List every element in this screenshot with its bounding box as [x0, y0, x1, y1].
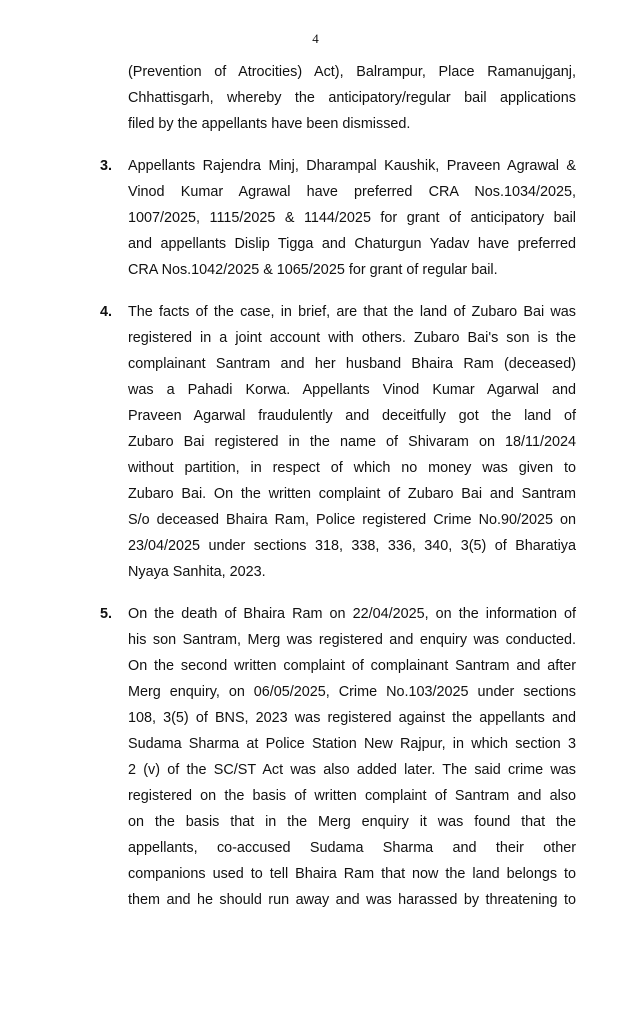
paragraph-line: 2 (v) of the SC/ST Act was also added later. The said crime was — [128, 762, 576, 778]
paragraph-line: Sudama Sharma at Police Station New Rajpur, in which section 3 — [128, 736, 576, 752]
paragraph-line: Praveen Agarwal fraudulently and deceitfully got the land of — [128, 408, 576, 424]
paragraph-line: them and he should run away and was harassed by threatening to — [128, 892, 576, 908]
paragraph-line: On the second written complaint of complainant Santram and after — [128, 658, 576, 674]
paragraph-line: Appellants Rajendra Minj, Dharampal Kaushik, Praveen Agrawal & — [128, 158, 576, 174]
paragraph-line: registered on the basis of written complaint of Santram and also — [128, 788, 576, 804]
intro-line: (Prevention of Atrocities) Act), Balrampur, Place Ramanujganj, — [128, 64, 576, 80]
paragraph-number: 3. — [100, 158, 113, 174]
paragraph-line: The facts of the case, in brief, are that the land of Zubaro Bai was — [128, 304, 576, 320]
paragraph-line: Vinod Kumar Agrawal have preferred CRA Nos.1034/2025, — [128, 184, 576, 200]
paragraph-line: 108, 3(5) of BNS, 2023 was registered against the appellants and — [128, 710, 576, 726]
paragraph-line: Zubaro Bai. On the written complaint of Zubaro Bai and Santram — [128, 486, 576, 502]
paragraph-line: complainant Santram and her husband Bhaira Ram (deceased) — [128, 356, 576, 372]
intro-line: filed by the appellants have been dismissed. — [128, 116, 411, 132]
paragraph-number: 5. — [100, 606, 113, 622]
page-number: 4 — [312, 31, 319, 46]
paragraph-line: registered in a joint account with others. Zubaro Bai's son is the — [128, 330, 576, 346]
intro-line: Chhattisgarh, whereby the anticipatory/regular bail applications — [128, 90, 576, 106]
paragraph-line: CRA Nos.1042/2025 & 1065/2025 for grant of regular bail. — [128, 262, 498, 278]
paragraph-line: was a Pahadi Korwa. Appellants Vinod Kumar Agarwal and — [128, 382, 576, 398]
paragraph-line: without partition, in respect of which no money was given to — [128, 460, 576, 476]
paragraph-number: 4. — [100, 304, 113, 320]
paragraph-line: and appellants Dislip Tigga and Chaturgun Yadav have preferred — [128, 236, 576, 252]
paragraph-line: Nyaya Sanhita, 2023. — [128, 564, 266, 580]
paragraph-line: 1007/2025, 1115/2025 & 1144/2025 for grant of anticipatory bail — [128, 210, 576, 226]
paragraph-line: S/o deceased Bhaira Ram, Police registered Crime No.90/2025 on — [128, 512, 576, 528]
paragraph-line: 23/04/2025 under sections 318, 338, 336, 340, 3(5) of Bharatiya — [128, 538, 576, 554]
paragraph-line: Merg enquiry, on 06/05/2025, Crime No.103/2025 under sections — [128, 684, 576, 700]
paragraph-line: companions used to tell Bhaira Ram that now the land belongs to — [128, 866, 576, 882]
paragraph-line: on the basis that in the Merg enquiry it was found that the — [128, 814, 576, 830]
paragraph-line: appellants, co-accused Sudama Sharma and their other — [128, 840, 576, 856]
paragraph-line: his son Santram, Merg was registered and enquiry was conducted. — [128, 632, 576, 648]
paragraph-line: On the death of Bhaira Ram on 22/04/2025, on the information of — [128, 606, 576, 622]
paragraph-line: Zubaro Bai registered in the name of Shivaram on 18/11/2024 — [128, 434, 576, 450]
